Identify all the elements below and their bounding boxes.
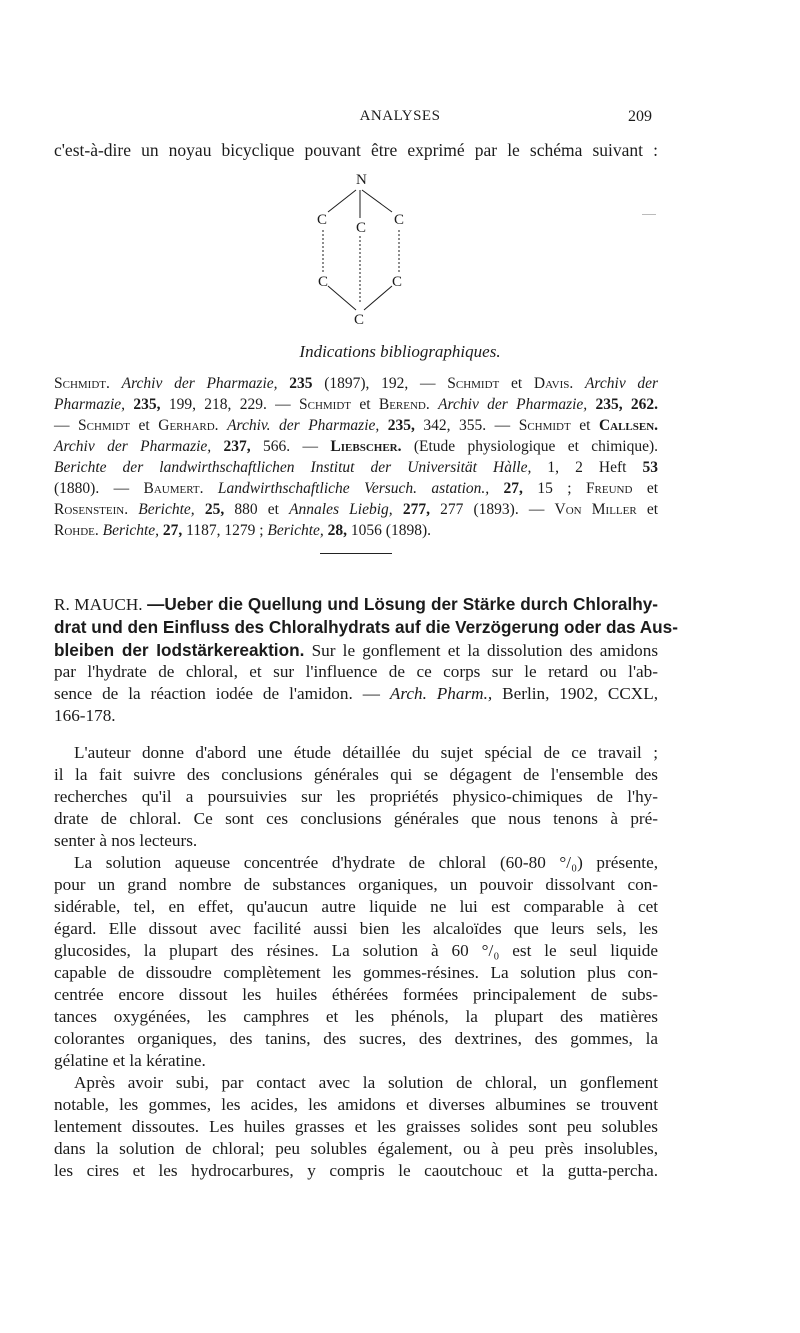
diagram-atom-n: N xyxy=(356,172,367,188)
body-line: drate de chloral. Ce sont ces conclusions générales que nous tenons à pré- xyxy=(54,809,658,828)
body-line: notable, les gommes, les acides, les amidons et diverses albumines se trouvent xyxy=(54,1095,658,1114)
article-summary-line: sence de la réaction iodée de l'amidon. — Arch. Pharm., Berlin, 1902, CCXL, xyxy=(54,684,659,703)
article-title-line: drat und den Einfluss des Chloralhydrats auf die Verzögerung oder das Aus- xyxy=(54,617,678,637)
article-title-line: bleiben der Iodstärkereaktion. Sur le gonflement et la dissolution des amidons xyxy=(54,640,659,660)
body-line: il la fait suivre des conclusions générales qui se dégagent de l'ensemble des xyxy=(54,765,658,784)
bond-n-upper-right xyxy=(362,190,392,212)
body-line: colorantes organiques, des tanins, des sucres, des dextrines, des gommes, la xyxy=(54,1029,658,1048)
diagram-atom-center: C xyxy=(356,220,367,236)
bibliography-heading: Indications bibliographiques. xyxy=(299,342,501,361)
body-line: centrée encore dissout les huiles éthérées formées principalement de subs- xyxy=(54,985,658,1004)
bibliography-line: Schmidt. Archiv der Pharmazie, 235 (1897), 192, — Schmidt et Davis. Archiv der xyxy=(54,375,659,392)
diagram-bonds xyxy=(323,190,399,310)
bicyclic-nucleus-diagram xyxy=(296,168,436,328)
diagram-atom-bottom: C xyxy=(354,312,365,328)
body-line: tances oxygénées, les camphres et les phénols, la plupart des matières xyxy=(54,1007,658,1026)
body-line: pour un grand nombre de substances organiques, un pouvoir dissolvant con- xyxy=(54,875,658,894)
body-line: glucosides, la plupart des résines. La solution à 60 °/₀ est le seul liquide xyxy=(54,941,658,960)
body-line: recherches qu'il a poursuivies sur les propriétés physico-chimiques de l'hy- xyxy=(54,787,658,806)
article-summary-line: 166-178. xyxy=(54,706,116,725)
margin-mark xyxy=(642,214,656,215)
body-line: gélatine et la kératine. xyxy=(54,1051,206,1070)
body-line: capable de dissoudre complètement les gommes-résines. La solution plus con- xyxy=(54,963,658,982)
body-line: égard. Elle dissout avec facilité aussi bien les alcaloïdes que leurs sels, les xyxy=(54,919,658,938)
intro-sentence: c'est-à-dire un noyau bicyclique pouvant être exprimé par le schéma suivant : xyxy=(54,140,658,160)
body-line: les cires et les hydrocarbures, y compris le caoutchouc et la gutta-percha. xyxy=(54,1161,658,1180)
body-line: dans la solution de chloral; peu solubles également, ou à peu près insolubles, xyxy=(54,1139,658,1158)
bibliography-line: (1880). — Baumert. Landwirthschaftliche Versuch. astation., 27, 15 ; Freund et xyxy=(54,480,659,497)
bibliography-line: — Schmidt et Gerhard. Archiv. der Pharmazie, 235, 342, 355. — Schmidt et Callsen. xyxy=(54,417,659,434)
bond-lower-right xyxy=(364,286,392,310)
bibliography-line: Archiv der Pharmazie, 237, 566. — Liebscher. (Etude physiologique et chimique). xyxy=(54,438,659,455)
bond-lower-left xyxy=(328,286,356,310)
body-line: senter à nos lecteurs. xyxy=(54,831,198,850)
body-line: L'auteur donne d'abord une étude détaillée du sujet spécial de ce travail ; xyxy=(74,743,658,762)
article-title-line: R. MAUCH. —Ueber die Quellung und Lösung der Stärke durch Chloralhy- xyxy=(54,594,659,614)
article-summary-line: par l'hydrate de chloral, et sur l'influence de ce corps sur le retard ou l'ab- xyxy=(54,662,658,681)
bibliography-line: Pharmazie, 235, 199, 218, 229. — Schmidt et Berend. Archiv der Pharmazie, 235, 262. xyxy=(54,396,659,413)
bond-n-upper-left xyxy=(328,190,356,212)
page-number: 209 xyxy=(628,108,652,125)
diagram-atom-lower-left: C xyxy=(318,274,329,290)
section-separator xyxy=(320,553,392,554)
diagram-atom-upper-right: C xyxy=(394,212,405,228)
body-line: La solution aqueuse concentrée d'hydrate de chloral (60-80 °/₀) présente, xyxy=(74,853,658,872)
bibliography-line: Rohde. Berichte, 27, 1187, 1279 ; Berichte, 28, 1056 (1898). xyxy=(54,522,431,539)
body-line: sidérable, tel, en effet, qu'aucun autre liquide ne lui est comparable à cet xyxy=(54,897,658,916)
bibliography-line: Rosenstein. Berichte, 25, 880 et Annales Liebig, 277, 277 (1893). — Von Miller et xyxy=(54,501,659,518)
body-line: lentement dissoutes. Les huiles grasses et les graisses solides sont peu solubles xyxy=(54,1117,658,1136)
running-header: ANALYSES xyxy=(359,108,441,124)
bibliography-line: Berichte der landwirthschaftlichen Institut der Universität Hàlle, 1, 2 Heft 53 xyxy=(54,459,659,476)
diagram-atom-lower-right: C xyxy=(392,274,403,290)
diagram-atom-upper-left: C xyxy=(317,212,328,228)
body-line: Après avoir subi, par contact avec la solution de chloral, un gonflement xyxy=(74,1073,658,1092)
